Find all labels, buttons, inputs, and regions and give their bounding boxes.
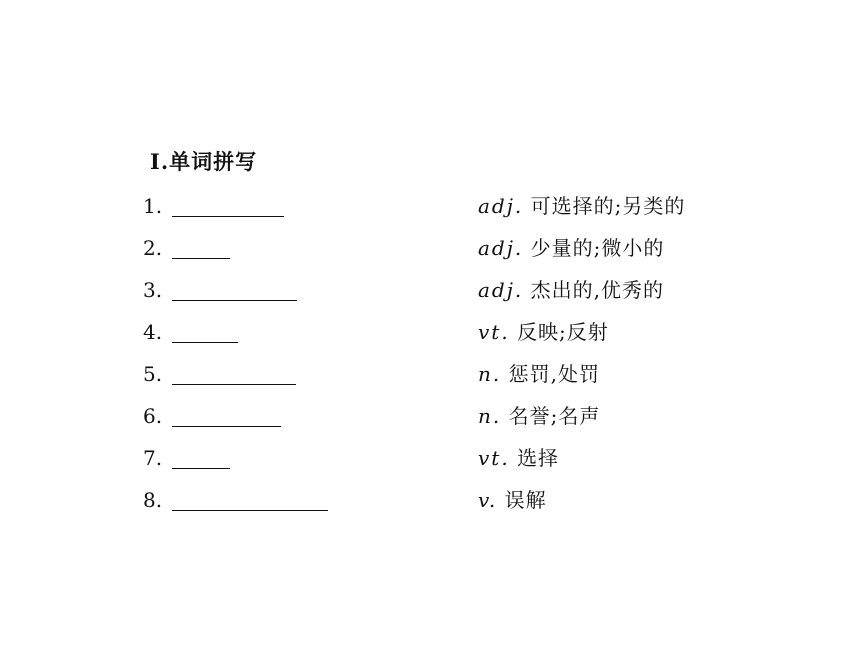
- list-item: [0, 276, 860, 306]
- item-definition: [478, 360, 600, 388]
- answer-blank[interactable]: [172, 300, 297, 301]
- item-number: 8.: [143, 488, 163, 512]
- answer-blank[interactable]: [172, 342, 238, 343]
- part-of-speech: adj.: [478, 194, 524, 218]
- part-of-speech: vt.: [478, 446, 510, 470]
- list-item: [0, 444, 860, 474]
- item-number: 3.: [143, 278, 163, 302]
- answer-blank[interactable]: [172, 216, 284, 217]
- item-number: 4.: [143, 320, 163, 344]
- answer-blank[interactable]: [172, 426, 281, 427]
- item-number: 2.: [143, 236, 163, 260]
- meaning: 误解: [504, 488, 547, 512]
- item-definition: [478, 192, 685, 220]
- item-number: 5.: [143, 362, 163, 386]
- item-definition: [478, 402, 600, 430]
- meaning: 可选择的;另类的: [530, 194, 686, 218]
- part-of-speech: n.: [478, 362, 502, 386]
- answer-blank[interactable]: [172, 384, 296, 385]
- list-item: [0, 318, 860, 348]
- part-of-speech: adj.: [478, 236, 524, 260]
- item-definition: [478, 276, 664, 304]
- item-definition: [478, 486, 547, 514]
- item-definition: [478, 318, 609, 346]
- part-of-speech: vt.: [478, 320, 510, 344]
- item-number: 7.: [143, 446, 163, 470]
- list-item: [0, 486, 860, 516]
- meaning: 反映;反射: [517, 320, 609, 344]
- answer-blank[interactable]: [172, 258, 230, 259]
- item-number: 1.: [143, 194, 163, 218]
- meaning: 名誉;名声: [508, 404, 601, 428]
- meaning: 惩罚,处罚: [508, 362, 600, 386]
- meaning: 少量的;微小的: [530, 236, 665, 260]
- part-of-speech: n.: [478, 404, 502, 428]
- list-item: [0, 402, 860, 432]
- item-definition: [478, 234, 664, 262]
- list-item: [0, 192, 860, 222]
- part-of-speech: v.: [478, 488, 498, 512]
- list-item: [0, 360, 860, 390]
- section-title: Ⅰ.单词拼写: [150, 149, 258, 174]
- item-number: 6.: [143, 404, 163, 428]
- answer-blank[interactable]: [172, 510, 328, 511]
- part-of-speech: adj.: [478, 278, 524, 302]
- answer-blank[interactable]: [172, 468, 230, 469]
- meaning: 选择: [517, 446, 560, 470]
- list-item: [0, 234, 860, 264]
- item-definition: [478, 444, 559, 472]
- meaning: 杰出的,优秀的: [530, 278, 665, 302]
